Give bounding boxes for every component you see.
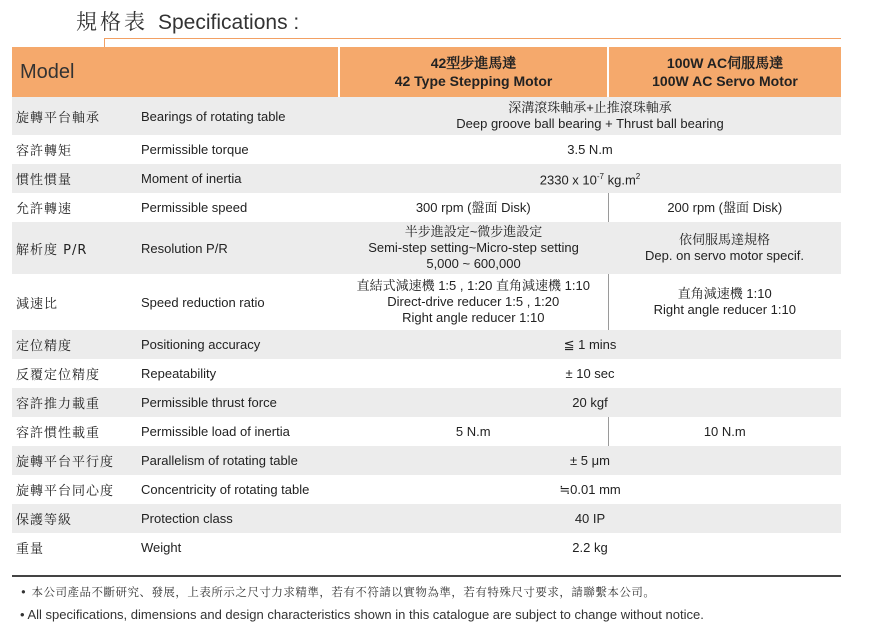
row-label-zh: 旋轉平台同心度 <box>16 484 115 499</box>
footnote-zh: • 本公司產品不斷研究、發展，上表所示之尺寸力求精準，若有不符請以實物為準，若有特殊尺寸要求，請聯繫本公司。 <box>20 585 656 599</box>
row-value-servo: 200 rpm (盤面 Disk) <box>608 193 841 222</box>
value-line: 5,000 ~ 600,000 <box>426 256 521 271</box>
row-label-en: Moment of inertia <box>136 164 339 193</box>
table-bottom-rule <box>12 575 841 577</box>
value-unit-exponent: 2 <box>635 171 641 181</box>
value-unit: kg.m <box>604 172 636 188</box>
row-value-stepping <box>339 222 608 274</box>
row-label-zh: 減速比 <box>16 296 59 312</box>
row-label-zh: 重量 <box>16 542 45 557</box>
table-row <box>12 388 841 417</box>
row-label-zh: 旋轉平台平行度 <box>12 446 136 475</box>
value-line: 依伺服馬達規格 <box>679 232 771 247</box>
row-label-en: Weight <box>141 540 182 555</box>
row-label-en: Speed reduction ratio <box>141 294 265 310</box>
row-label-en: Parallelism of rotating table <box>136 446 339 475</box>
table-row <box>12 222 841 274</box>
page-title-en: Specifications : <box>158 11 300 34</box>
table-row <box>12 193 841 222</box>
table-row <box>12 475 841 504</box>
value-line: 直角減速機 1:10 <box>677 286 772 301</box>
table-row <box>12 274 841 330</box>
value-exponent: -7 <box>596 171 604 181</box>
row-value-stepping: 5 N.m <box>455 423 491 439</box>
row-label-en: Permissible thrust force <box>136 388 339 417</box>
page-title-zh: 規格表 <box>76 10 148 34</box>
row-label-en: Permissible torque <box>141 142 249 157</box>
row-value: ± 10 sec <box>565 365 615 381</box>
row-value <box>339 164 841 193</box>
row-value: 3.5 N.m <box>567 141 613 157</box>
row-value-servo: 10 N.m <box>608 417 841 446</box>
col-stepping-motor <box>339 47 608 97</box>
row-label-zh: 保護等級 <box>12 504 136 533</box>
table-row <box>12 164 841 193</box>
table-row <box>12 533 841 562</box>
title-tick <box>104 38 105 47</box>
col1-zh: 42型步進馬達 <box>430 55 517 71</box>
row-value: ≒0.01 mm <box>559 481 621 497</box>
value-line: 半步進設定~微步進設定 <box>404 224 543 239</box>
row-label-en: Permissible speed <box>141 200 248 215</box>
value-line: Dep. on servo motor specif. <box>645 248 804 263</box>
row-label-zh: 容許推力載重 <box>12 388 136 417</box>
row-label-zh: 定位精度 <box>12 330 136 359</box>
value-line: 直結式減速機 1:5 , 1:20 直角減速機 1:10 <box>356 278 590 293</box>
row-value: 20 kgf <box>339 388 841 417</box>
row-label-zh: 旋轉平台軸承 <box>12 97 136 135</box>
row-value <box>339 97 841 135</box>
row-value-stepping: 300 rpm (盤面 Disk) <box>415 199 531 215</box>
table-row <box>12 135 841 164</box>
col-servo-motor <box>608 47 841 97</box>
title-rule <box>104 38 841 39</box>
row-label-en: Concentricity of rotating table <box>141 482 310 497</box>
table-row <box>12 330 841 359</box>
row-value-servo <box>608 274 841 330</box>
col2-en: 100W AC Servo Motor <box>652 73 798 89</box>
row-label-zh: 慣性慣量 <box>12 164 136 193</box>
page-title <box>76 6 299 36</box>
value-line: 深溝滾珠軸承+止推滾珠軸承 <box>508 100 672 115</box>
row-value: 2.2 kg <box>572 539 608 555</box>
col1-en: 42 Type Stepping Motor <box>394 73 553 89</box>
row-label-zh: 反覆定位精度 <box>16 368 101 383</box>
row-value: ≦ 1 mins <box>339 330 841 359</box>
row-label-zh: 容許轉矩 <box>16 144 73 159</box>
col2-zh: 100W AC伺服馬達 <box>666 55 784 71</box>
table-row <box>12 97 841 135</box>
row-value-servo <box>608 222 841 274</box>
row-label-en: Repeatability <box>141 366 217 381</box>
row-label-en: Permissible load of inertia <box>141 424 290 439</box>
value-line: Semi-step setting~Micro-step setting <box>368 240 579 255</box>
row-value: 40 IP <box>339 504 841 533</box>
value-base: 2330 x 10 <box>539 172 597 188</box>
value-line: Direct-drive reducer 1:5 , 1:20 <box>387 294 560 309</box>
model-label: Model <box>12 47 339 97</box>
row-label-zh: 允許轉速 <box>16 202 73 217</box>
row-label-zh: 容許慣性載重 <box>16 426 101 441</box>
row-label-en: Resolution P/R <box>136 222 339 274</box>
header-row <box>12 47 841 97</box>
row-label-en: Bearings of rotating table <box>136 97 339 135</box>
row-label-en: Positioning accuracy <box>136 330 339 359</box>
value-line: Right angle reducer 1:10 <box>402 310 545 325</box>
row-value-stepping <box>339 274 608 330</box>
value-line: Deep groove ball bearing + Thrust ball bearing <box>456 116 724 131</box>
row-label-zh: 解析度 P/R <box>12 222 136 274</box>
table-row <box>12 417 841 446</box>
row-value: ± 5 μm <box>339 446 841 475</box>
table-row <box>12 504 841 533</box>
footnote-en: • All specifications, dimensions and design characteristics shown in this catalogue are subject to change without notice. <box>20 607 704 622</box>
spec-table <box>12 47 841 562</box>
value-line: Right angle reducer 1:10 <box>653 302 796 317</box>
row-label-en: Protection class <box>136 504 339 533</box>
table-row <box>12 359 841 388</box>
table-row <box>12 446 841 475</box>
